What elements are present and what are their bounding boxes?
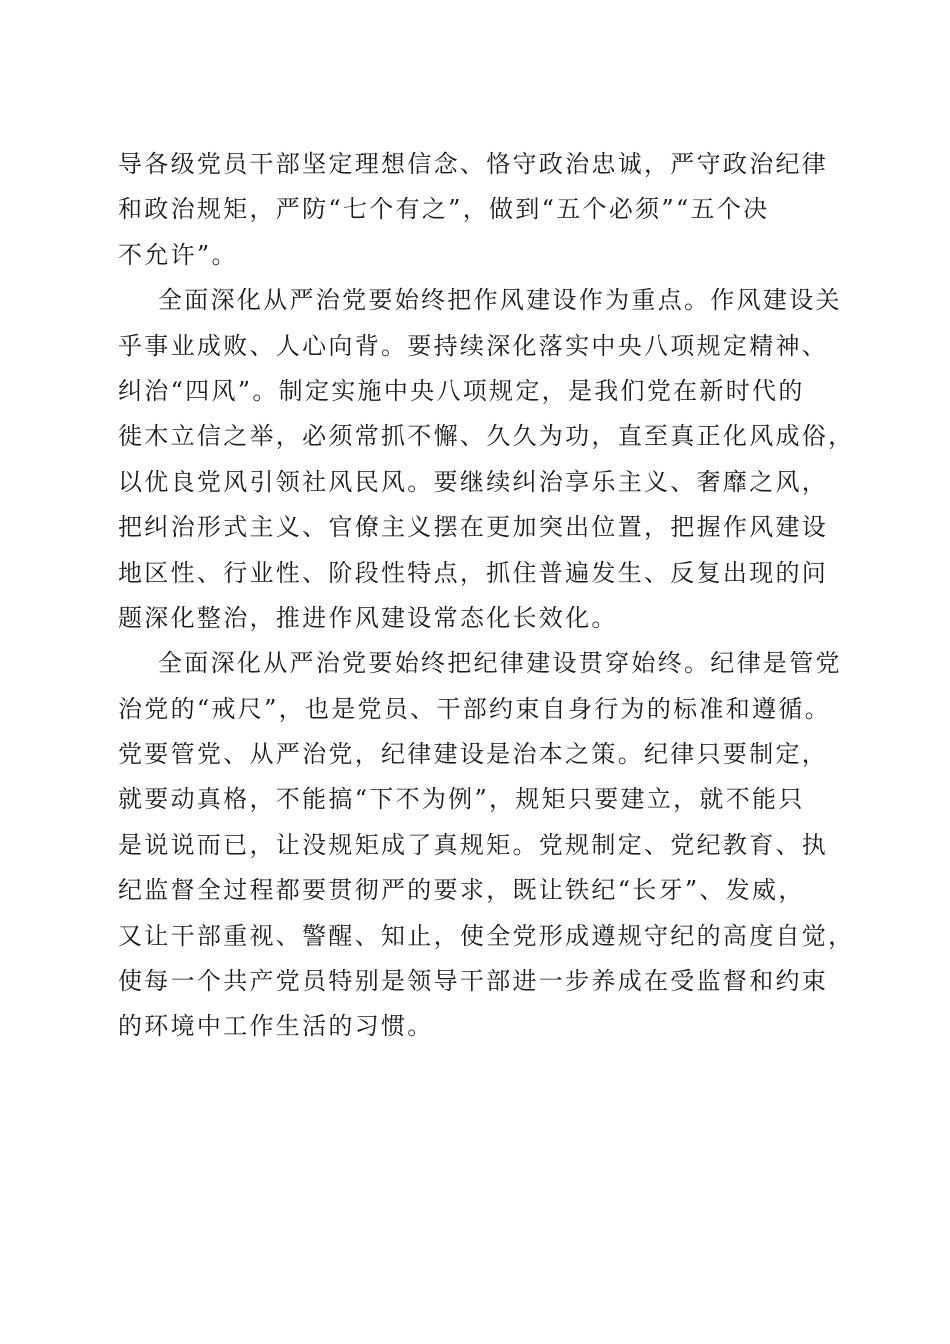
text-line: 纪监督全过程都要贯彻严的要求，既让铁纪“长牙”、发威，: [118, 876, 805, 905]
text-line: 治党的“戒尺”，也是党员、干部约束自身行为的标准和遵循。: [118, 694, 831, 723]
text-line: 和政治规矩，严防“七个有之”，做到“五个必须”“五个决: [118, 195, 770, 224]
text-line: 把纠治形式主义、官僚主义摆在更加突出位置，把握作风建设: [118, 513, 829, 542]
text-line: 乎事业成败、人心向背。要持续深化落实中央八项规定精神、: [118, 331, 829, 360]
text-line: 党要管党、从严治党，纪律建设是治本之策。纪律只要制定，: [118, 740, 829, 769]
text-line: 导各级党员干部坚定理想信念、恪守政治忠诚，严守政治纪律: [118, 150, 829, 178]
text-line: 又让干部重视、警醒、知止，使全党形成遵规守纪的高度自觉，: [118, 921, 855, 950]
text-line: 的环境中工作生活的习惯。: [118, 1012, 434, 1041]
text-line: 纠治“四风”。制定实施中央八项规定，是我们党在新时代的: [118, 376, 805, 405]
text-line: 题深化整治，推进作风建设常态化长效化。: [118, 603, 618, 632]
text-line: 就要动真格，不能搞“下不为例”，规矩只要建立，就不能只: [118, 785, 805, 814]
text-line: 不允许”。: [118, 240, 238, 269]
text-line: 使每一个共产党员特别是领导干部进一步养成在受监督和约束: [118, 967, 829, 996]
text-line: 以优良党风引领社风民风。要继续纠治享乐主义、奢靡之风，: [118, 467, 829, 496]
document-body: [118, 142, 855, 1050]
text-line: 是说说而已，让没规矩成了真规矩。党规制定、党纪教育、执: [118, 830, 829, 859]
text-line: 地区性、行业性、阶段性特点，抓住普遍发生、反复出现的问: [118, 558, 829, 587]
paragraph-first-line: 全面深化从严治党要始终把纪律建设贯穿始终。纪律是管党: [158, 649, 842, 678]
text-line: 徙木立信之举，必须常抓不懈、久久为功，直至真正化风成俗，: [118, 422, 855, 451]
paragraph-first-line: 全面深化从严治党要始终把作风建设作为重点。作风建设关: [158, 286, 842, 315]
